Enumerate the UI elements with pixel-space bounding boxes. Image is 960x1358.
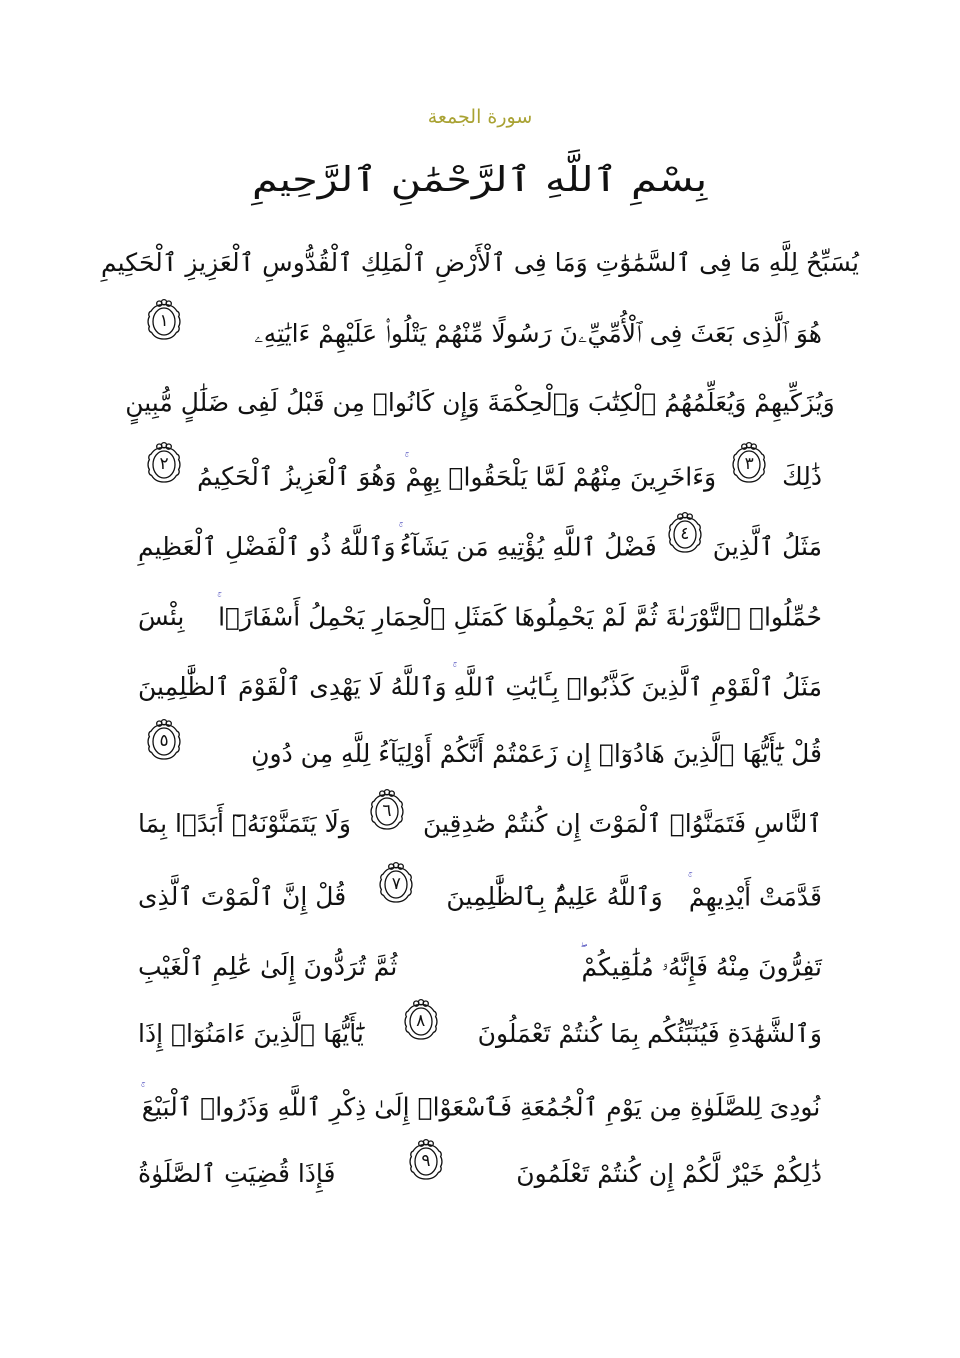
aya-line <box>138 508 822 578</box>
mushaf-text-body <box>101 228 859 1208</box>
aya-number: ٤ <box>680 524 690 545</box>
aya-number-marker[interactable] <box>401 998 441 1042</box>
basmala-container <box>0 150 960 212</box>
aya-line <box>138 858 822 928</box>
aya-text-segment: نُودِىَ لِلصَّلَوٰةِ مِن يَوْمِ ٱلْجُمُعَةِ فَٱسْعَوْا۟ إِلَىٰ ذِكْرِ ٱللَّهِ وَذَرُوا۟ ٱلْبَيْعَ <box>141 1092 821 1122</box>
aya-number: ٢ <box>159 454 169 475</box>
aya-line <box>138 788 822 858</box>
aya-number: ٧ <box>391 874 401 895</box>
aya-text-segment: مَثَلُ ٱلْقَوْمِ ٱلَّذِينَ كَذَّبُوا۟ بِـَٔايَٰتِ ٱللَّهِ <box>453 672 822 702</box>
aya-text-segment: ذَٰلِكُمْ خَيْرٌ لَّكُمْ إِن كُنتُمْ تَعْلَمُونَ <box>516 1159 822 1188</box>
aya-number-marker[interactable] <box>144 298 184 342</box>
aya-text-segment: وَيُزَكِّيهِمْ وَيُعَلِّمُهُمُ ٱلْكِتَٰبَ وَٱلْحِكْمَةَ وَإِن كَانُوا۟ مِن قَبْلُ لَفِى ضَلَٰلٍ مُّبِينٍ <box>125 388 835 417</box>
aya-line <box>138 1138 822 1208</box>
aya-number-marker[interactable] <box>367 788 407 832</box>
aya-text-segment: وَءَاخَرِينَ مِنْهُمْ لَمَّا يَلْحَقُوا۟ بِهِمْ <box>405 462 717 492</box>
aya-line <box>101 228 859 298</box>
basmala-text: بِسْمِ ٱللَّهِ ٱلرَّحْمَٰنِ ٱلرَّحِيمِ <box>252 160 708 200</box>
aya-line <box>125 368 835 438</box>
aya-text-segment: وَٱللَّهُ ذُو ٱلْفَضْلِ ٱلْعَظِيمِ <box>138 532 396 562</box>
aya-text-segment: فَإِذَا قُضِيَتِ ٱلصَّلَوٰةُ <box>138 1159 336 1188</box>
aya-number-marker[interactable] <box>665 511 705 555</box>
aya-text-segment: حُمِّلُوا۟ ٱلتَّوْرَىٰةَ ثُمَّ لَمْ يَحْمِلُوهَا كَمَثَلِ ٱلْحِمَارِ يَحْمِلُ أَسْفَارًۢا <box>218 602 822 632</box>
aya-number-marker[interactable] <box>144 718 184 762</box>
surah-title: سورة الجمعة <box>427 106 533 128</box>
aya-line <box>138 438 822 508</box>
aya-text-segment: وَٱللَّهُ لَا يَهْدِى ٱلْقَوْمَ ٱلظَّٰلِمِينَ <box>138 672 447 702</box>
aya-number-marker[interactable] <box>144 441 184 485</box>
aya-text-segment: وَلَا يَتَمَنَّوْنَهُۥٓ أَبَدًۢا بِمَا <box>138 809 351 838</box>
aya-line <box>138 1068 822 1138</box>
aya-number: ٣ <box>744 454 754 475</box>
aya-number: ٩ <box>421 1151 431 1171</box>
aya-text-segment: قُلْ إِنَّ ٱلْمَوْتَ ٱلَّذِى <box>138 882 347 912</box>
aya-line <box>138 928 822 998</box>
aya-number: ١ <box>159 311 169 331</box>
aya-line <box>138 648 822 718</box>
aya-line <box>138 718 822 788</box>
aya-number-marker[interactable] <box>729 441 769 485</box>
aya-line <box>138 998 822 1068</box>
aya-text-segment: يَٰٓأَيُّهَا ٱلَّذِينَ ءَامَنُوٓا۟ إِذَا <box>138 1019 364 1048</box>
aya-number: ٥ <box>159 731 169 751</box>
aya-text-segment: قَدَّمَتْ أَيْدِيهِمْ <box>688 882 822 912</box>
aya-number: ٨ <box>416 1011 426 1031</box>
aya-text-segment: ٱلنَّاسِ فَتَمَنَّوُا۟ ٱلْمَوْتَ إِن كُنتُمْ صَٰدِقِينَ <box>422 809 822 838</box>
aya-text-segment: بِئْسَ <box>138 602 185 632</box>
aya-text-segment: فَضْلُ ٱللَّهِ يُؤْتِيهِ مَن يَشَآءُ <box>399 532 657 562</box>
aya-text-segment: ثُمَّ تُرَدُّونَ إِلَىٰ عَٰلِمِ ٱلْغَيْبِ <box>138 952 398 982</box>
aya-number-marker[interactable] <box>376 861 416 905</box>
aya-line <box>138 578 822 648</box>
aya-text-segment: مَثَلُ ٱلَّذِينَ <box>712 532 822 562</box>
aya-text-segment: قُلْ يَٰٓأَيُّهَا ٱلَّذِينَ هَادُوٓا۟ إِن زَعَمْتُمْ أَنَّكُمْ أَوْلِيَآءُ لِلَّهِ مِن دُونِ <box>251 739 822 768</box>
aya-text-segment: وَهُوَ ٱلْعَزِيزُ ٱلْحَكِيمُ <box>197 462 397 492</box>
aya-number-marker[interactable] <box>406 1138 446 1182</box>
aya-text-segment: ذَٰلِكَ <box>782 462 822 492</box>
aya-line <box>138 298 822 368</box>
aya-text-segment: وَٱللَّهُ عَلِيمٌۢ بِٱلظَّٰلِمِينَ <box>446 882 663 912</box>
aya-text-segment: يُسَبِّحُ لِلَّهِ مَا فِى ٱلسَّمَٰوَٰتِ وَمَا فِى ٱلْأَرْضِ ٱلْمَلِكِ ٱلْقُدُّوسِ ٱلْعَزِيزِ ٱلْحَكِيمِ <box>101 248 859 277</box>
aya-number: ٦ <box>382 801 392 821</box>
aya-text-segment: هُوَ ٱلَّذِى بَعَثَ فِى ٱلْأُمِّيِّۦنَ رَسُولًا مِّنْهُمْ يَتْلُوا۟ عَلَيْهِمْ ءَايَٰتِهِۦ <box>254 319 822 348</box>
aya-text-segment: وَٱلشَّهَٰدَةِ فَيُنَبِّئُكُم بِمَا كُنتُمْ تَعْمَلُونَ <box>477 1019 822 1048</box>
aya-text-segment: تَفِرُّونَ مِنْهُ فَإِنَّهُۥ مُلَٰقِيكُمْ <box>581 952 822 982</box>
